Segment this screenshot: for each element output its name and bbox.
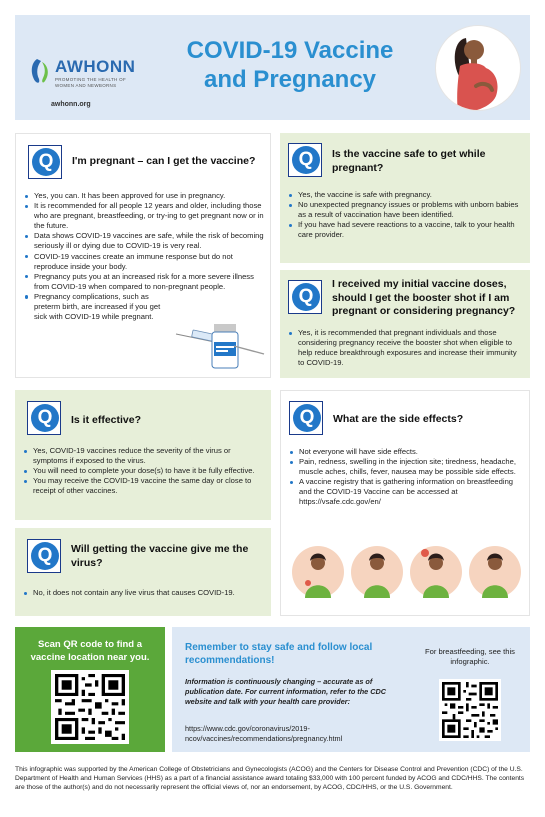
list-item: Yes, COVID-19 vaccines reduce the severity of the virus or symptoms if exposed to the virus. bbox=[23, 446, 263, 466]
bullet-list bbox=[23, 446, 263, 496]
list-item: Pregnancy puts you at an increased risk for a more severe illness from COVID-19 when compared to non-pregnant people. bbox=[24, 272, 264, 292]
list-item: Pain, redness, swelling in the injection site; tiredness, headache, muscle aches, chills, fever, nausea may be possible side effects. bbox=[289, 457, 525, 477]
headache-illustration bbox=[351, 546, 403, 598]
card-heading: Will getting the vaccine give me the virus? bbox=[71, 543, 249, 569]
reminder-title: Remember to stay safe and follow local recommendations! bbox=[185, 642, 373, 666]
qr-label: Scan QR code to find a vaccine location near you. bbox=[30, 639, 150, 663]
question-icon: Q bbox=[28, 145, 62, 179]
list-item: Data shows COVID-19 vaccines are safe, while the risk of becoming seriously ill or dying due to COVID-19 is very real. bbox=[24, 231, 264, 251]
tiredness-illustration bbox=[469, 546, 521, 598]
card-booster bbox=[280, 270, 530, 378]
card-heading: Is it effective? bbox=[71, 414, 142, 426]
vaccine-locator-qr-code[interactable] bbox=[51, 670, 129, 744]
sore-arm-illustration bbox=[292, 546, 344, 598]
card-heading: What are the side effects? bbox=[333, 413, 464, 425]
info-text: Information is continuously changing – accurate as of publication date. For current information, refer to the CDC website and talk with your health care provider: bbox=[185, 677, 387, 706]
logo-url[interactable]: awhonn.org bbox=[51, 101, 91, 108]
bullet-list bbox=[288, 190, 524, 240]
logo-tagline: PROMOTING THE HEALTH OF WOMEN AND NEWBORNS bbox=[55, 77, 126, 88]
breastfeeding-note: For breastfeeding, see this infographic. bbox=[425, 647, 515, 667]
card-side-effects bbox=[280, 390, 530, 616]
fever-illustration bbox=[410, 546, 462, 598]
vaccine-vial-syringe-icon bbox=[174, 316, 266, 370]
awhonn-logo-icon bbox=[29, 57, 51, 85]
bullet-list bbox=[288, 328, 524, 368]
list-item: If you have had severe reactions to a vaccine, talk to your health care provider. bbox=[288, 220, 524, 240]
bullet-list bbox=[23, 588, 263, 598]
qr-code-icon bbox=[55, 674, 125, 740]
card-live-virus bbox=[15, 528, 271, 616]
list-item: You may receive the COVID-19 vaccine the same day or close to receipt of other vaccines. bbox=[23, 476, 263, 496]
reminder-panel bbox=[172, 627, 530, 752]
bullet-list bbox=[289, 447, 525, 508]
question-icon: Q bbox=[288, 143, 322, 177]
card-pregnant bbox=[15, 133, 271, 378]
list-item: Not everyone will have side effects. bbox=[289, 447, 525, 457]
question-icon: Q bbox=[27, 401, 61, 435]
list-item: No unexpected pregnancy issues or problems with unborn babies as a result of vaccination have been identified. bbox=[288, 200, 524, 220]
question-icon: Q bbox=[288, 280, 322, 314]
question-icon: Q bbox=[289, 401, 323, 435]
list-item: Yes, it is recommended that pregnant individuals and those considering pregnancy receive the booster shot when eligible to help reduce breakthrough exposures and increase their immunity to COVID-19. bbox=[288, 328, 524, 368]
list-item: Pregnancy complications, such as preterm birth, are increased if you get sick with COVID-19 while pregnant. bbox=[24, 292, 166, 322]
card-heading: I received my initial vaccine doses, should I get the booster shot if I am pregnant or considering pregnancy? bbox=[332, 278, 516, 318]
card-effective bbox=[15, 390, 271, 520]
qr-code-icon bbox=[442, 682, 498, 738]
card-vaccine-safe bbox=[280, 133, 530, 263]
side-effects-illustrations bbox=[289, 543, 525, 601]
logo-name: AWHONN bbox=[55, 57, 136, 76]
vaccine-locator-panel bbox=[15, 627, 165, 752]
question-icon: Q bbox=[27, 539, 61, 573]
cdc-link[interactable]: https://www.cdc.gov/coronavirus/2019-ncov/vaccines/recommendations/pregnancy.html bbox=[185, 724, 343, 743]
list-item: Yes, the vaccine is safe with pregnancy. bbox=[288, 190, 524, 200]
card-heading: Is the vaccine safe to get while pregnant? bbox=[332, 148, 486, 174]
funding-disclaimer: This infographic was supported by the American College of Obstetricians and Gynecologists (ACOG) and the Centers for Disease Control and Prevention (CDC) of the U.S. Department of Health and Human Services (HHS) as a part of a financial assistance award totaling $33,000 with 100 percent funded by ACOG and CDC/HHS. The contents are those of the author(s) and do not necessarily represent the official views of, nor an endorsement, by ACOG, CDC/HHS, or the U.S. Government. bbox=[15, 766, 525, 792]
list-item: You will need to complete your dose(s) to have it be fully effective. bbox=[23, 466, 263, 476]
list-item: A vaccine registry that is gathering information on breastfeeding and the COVID-19 Vaccine can be accessed at https://vsafe.cdc.gov/en/ bbox=[289, 477, 525, 507]
list-item: Yes, you can. It has been approved for use in pregnancy. bbox=[24, 191, 264, 201]
card-heading: I'm pregnant – can I get the vaccine? bbox=[72, 155, 256, 167]
pregnant-woman-illustration bbox=[435, 25, 521, 111]
list-item: COVID-19 vaccines create an immune response but do not reproduce inside your body. bbox=[24, 252, 264, 272]
page-title: COVID-19 Vaccine and Pregnancy bbox=[186, 37, 394, 93]
breastfeeding-qr-code[interactable] bbox=[439, 679, 501, 741]
bullet-list bbox=[24, 191, 264, 322]
list-item: No, it does not contain any live virus that causes COVID-19. bbox=[23, 588, 263, 598]
list-item: It is recommended for all people 12 years and older, including those who are pregnant, breastfeeding, or try-ing to get pregnant now or in the future. bbox=[24, 201, 264, 231]
header-banner bbox=[15, 15, 530, 120]
